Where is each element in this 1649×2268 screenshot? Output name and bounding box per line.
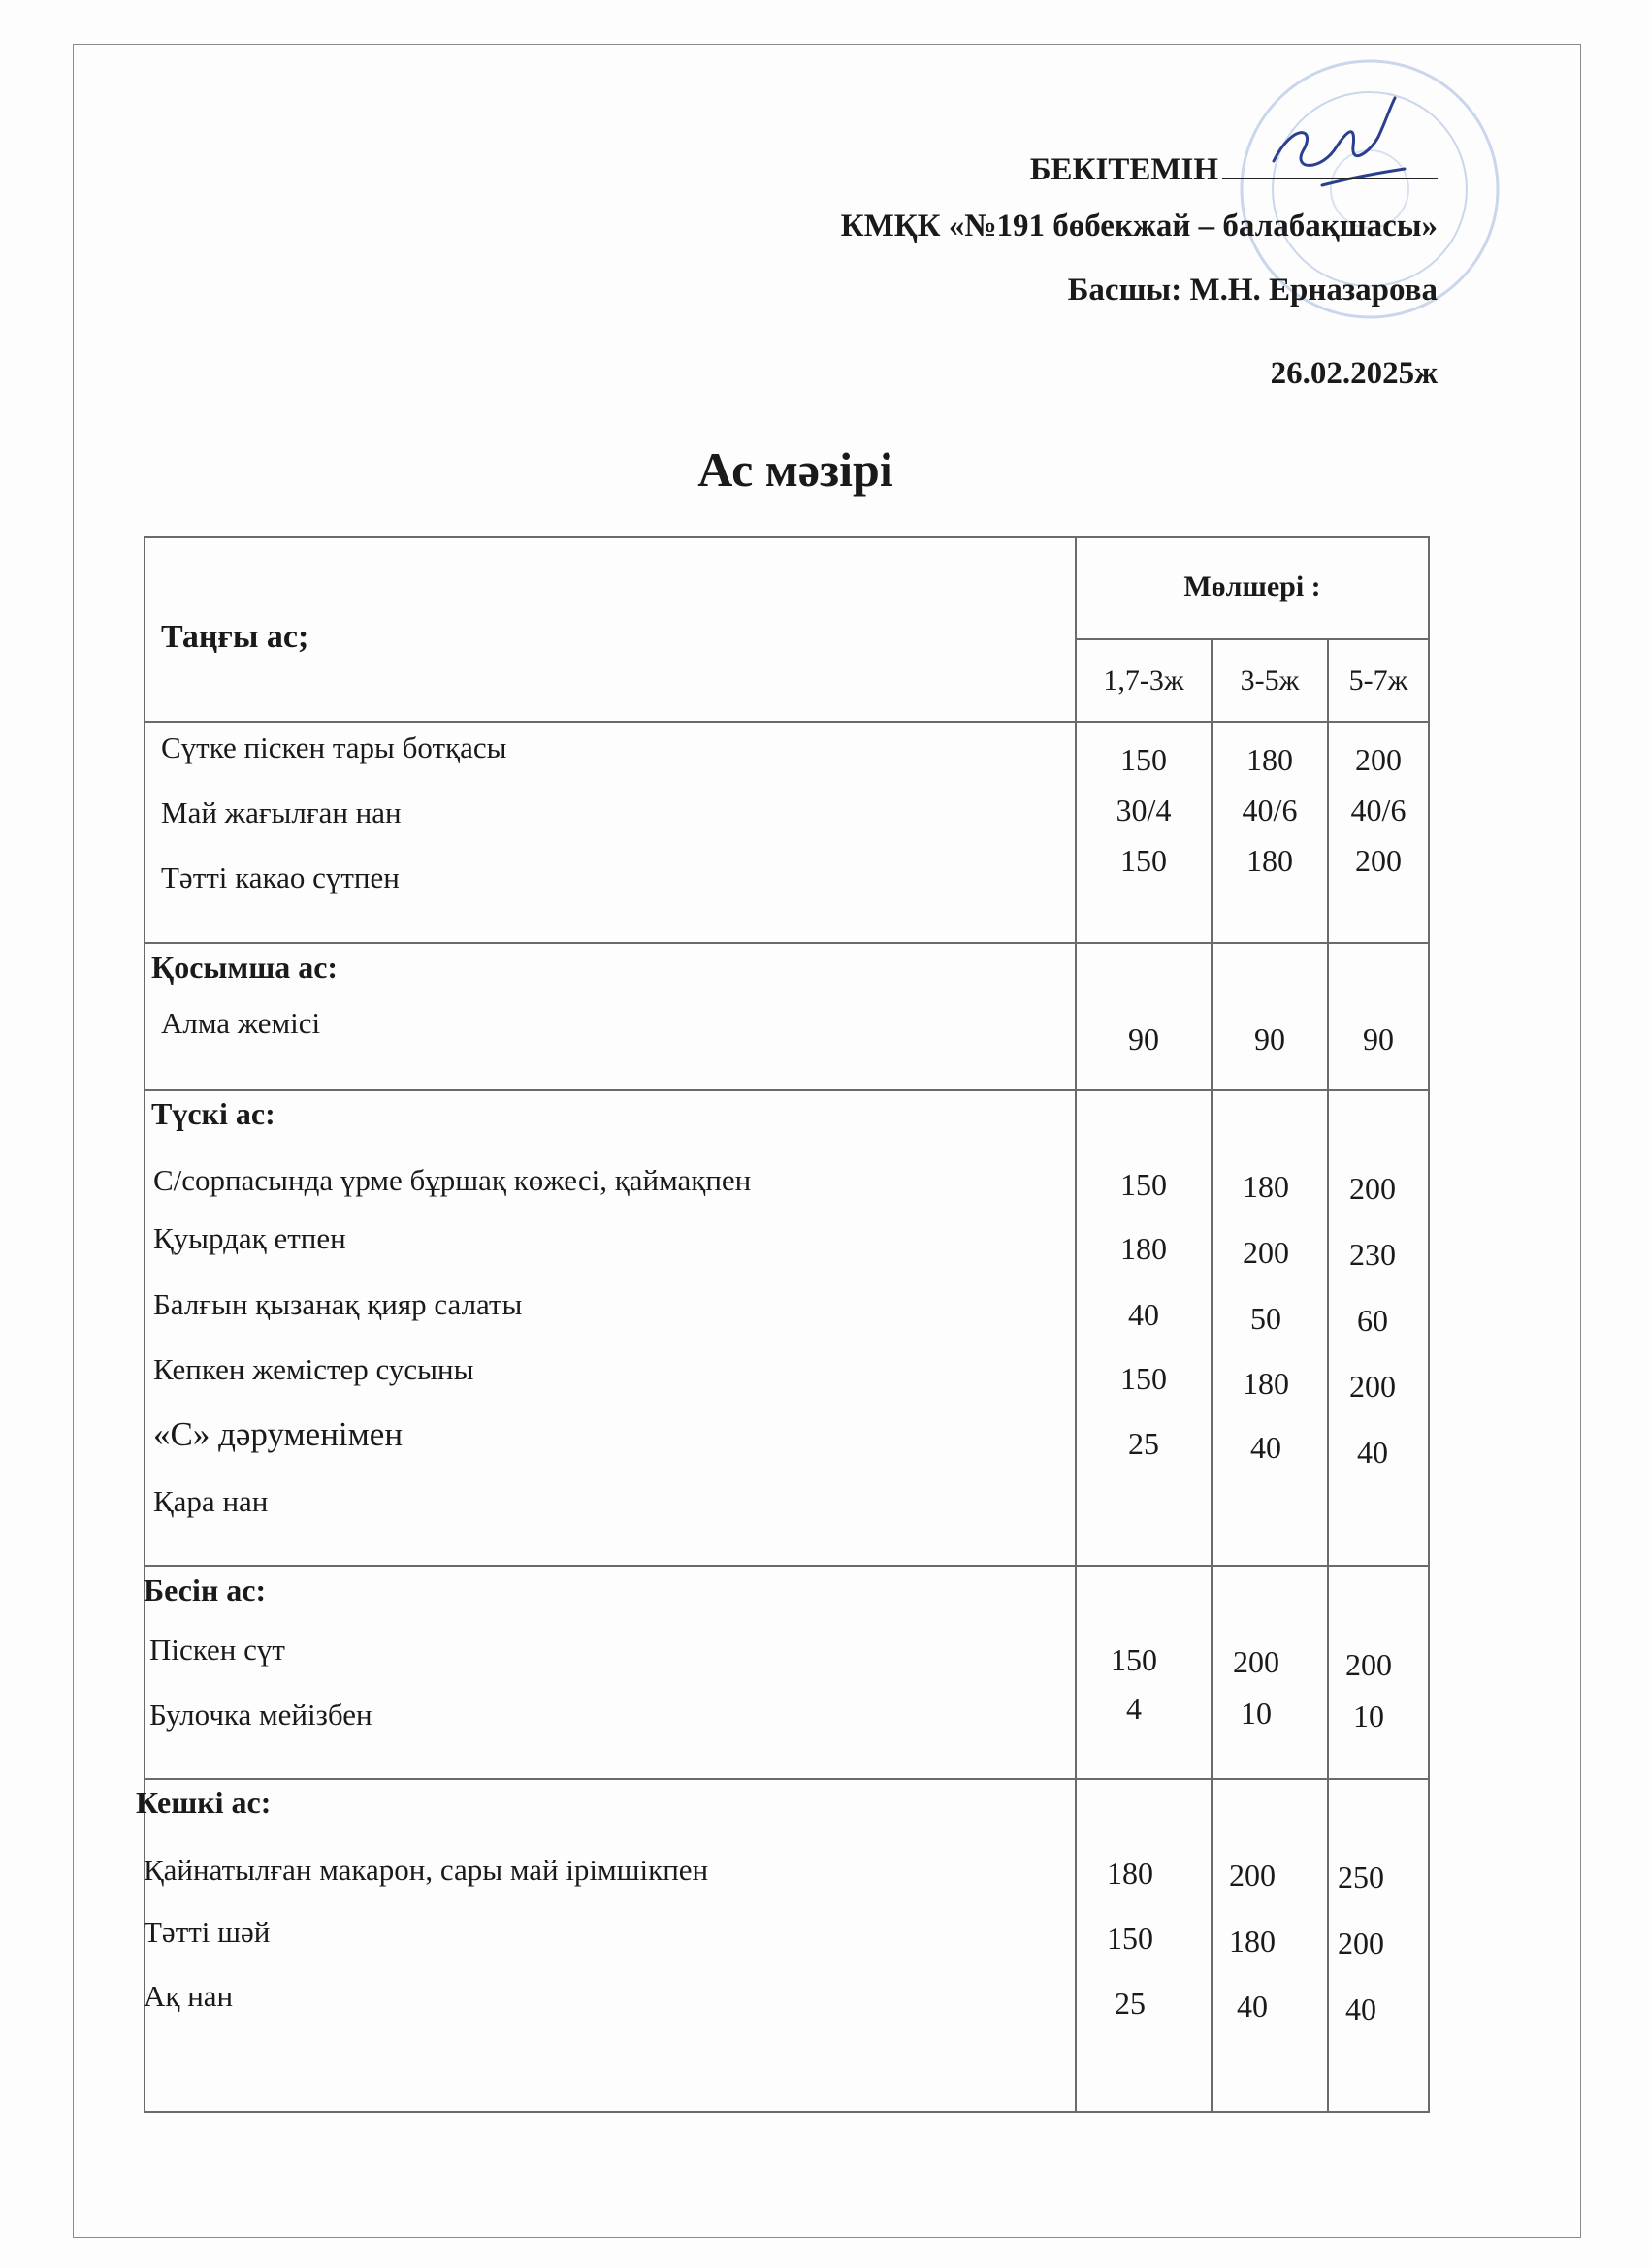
qty-cell: 30/4: [1116, 793, 1172, 827]
lunch-item: С/сорпасында үрме бұршақ көжесі, қаймақпен: [153, 1163, 752, 1197]
breakfast-item: Сүтке піскен тары ботқасы: [161, 730, 507, 764]
qty-cell: 40/6: [1350, 793, 1406, 827]
qty-cell: 40: [1357, 1435, 1388, 1470]
qty-cell: 25: [1115, 1986, 1146, 2021]
breakfast-item: Тәтті какао сүтпен: [161, 860, 400, 894]
qty-cell: 200: [1349, 1369, 1396, 1404]
qty-cell: 150: [1120, 1167, 1167, 1202]
qty-cell: 150: [1120, 1361, 1167, 1396]
lunch-item: Қара нан: [153, 1484, 269, 1518]
breakfast-header: Таңғы ас;: [161, 619, 309, 655]
dinner-item: Қайнатылған макарон, сары май ірімшікпен: [144, 1853, 709, 1887]
qty-cell: 180: [1243, 1169, 1289, 1204]
age-group-2: 3-5ж: [1240, 664, 1300, 697]
breakfast-item: Май жағылған нан: [161, 795, 402, 829]
qty-cell: 200: [1243, 1235, 1289, 1270]
approve-line: [1030, 150, 1438, 188]
approve-label: БЕКІТЕМІН: [1029, 152, 1218, 187]
dinner-header: Кешкі ас:: [136, 1785, 272, 1820]
organization-name: КМҚК «№191 бөбекжай – балабақшасы»: [840, 209, 1438, 243]
qty-cell: 230: [1349, 1237, 1396, 1272]
qty-cell: 40/6: [1242, 793, 1298, 827]
qty-cell: 4: [1126, 1691, 1142, 1726]
qty-cell: 25: [1128, 1426, 1159, 1461]
lunch-item: «С» дәруменімен: [153, 1415, 404, 1453]
qty-cell: 90: [1128, 1021, 1159, 1056]
qty-cell: 200: [1355, 843, 1402, 878]
qty-cell: 150: [1111, 1642, 1157, 1677]
qty-cell: 200: [1233, 1644, 1279, 1679]
qty-cell: 180: [1246, 742, 1293, 777]
qty-cell: 200: [1338, 1926, 1384, 1960]
qty-cell: 200: [1229, 1858, 1276, 1893]
qty-cell: 180: [1243, 1366, 1289, 1401]
head-name: Басшы: М.Н. Ерназарова: [1067, 273, 1438, 308]
qty-cell: 200: [1345, 1647, 1392, 1682]
dinner-item: Тәтті шәй: [144, 1915, 271, 1949]
approval-date: 26.02.2025ж: [1270, 356, 1438, 391]
lunch-item: Кепкен жемістер сусыны: [153, 1352, 474, 1386]
qty-cell: 90: [1363, 1021, 1394, 1056]
afternoon-item: Піскен сүт: [149, 1633, 285, 1667]
qty-cell: 40: [1345, 1992, 1376, 2026]
qty-cell: 180: [1229, 1924, 1276, 1959]
qty-cell: 250: [1338, 1860, 1384, 1895]
lunch-item: Балғын қызанақ қияр салаты: [153, 1287, 523, 1321]
qty-cell: 180: [1120, 1231, 1167, 1266]
afternoon-header: Бесін ас:: [144, 1572, 267, 1607]
menu-table: [136, 536, 1430, 2113]
age-group-1: 1,7-3ж: [1103, 664, 1184, 697]
lunch-header: Түскі ас:: [151, 1096, 275, 1131]
qty-cell: 60: [1357, 1303, 1388, 1338]
snack-header: Қосымша ас:: [151, 950, 339, 985]
dinner-item: Ақ нан: [144, 1979, 234, 2013]
page-title: Ас мәзірі: [697, 442, 893, 497]
qty-cell: 10: [1353, 1699, 1384, 1733]
qty-cell: 180: [1107, 1856, 1153, 1891]
age-group-3: 5-7ж: [1348, 664, 1408, 697]
qty-cell: 40: [1128, 1297, 1159, 1332]
qty-cell: 150: [1120, 742, 1167, 777]
afternoon-item: Булочка мейізбен: [149, 1698, 372, 1732]
qty-cell: 180: [1246, 843, 1293, 878]
qty-cell: 150: [1120, 843, 1167, 878]
lunch-item: Қуырдақ етпен: [153, 1221, 346, 1255]
qty-cell: 90: [1254, 1021, 1285, 1056]
qty-cell: 50: [1250, 1301, 1281, 1336]
amount-header: Мөлшері :: [1183, 570, 1321, 602]
qty-cell: 40: [1250, 1430, 1281, 1465]
qty-cell: 10: [1241, 1696, 1272, 1731]
qty-cell: 150: [1107, 1921, 1153, 1956]
qty-cell: 40: [1237, 1989, 1268, 2024]
qty-cell: 200: [1355, 742, 1402, 777]
signature-line: [1222, 150, 1438, 179]
snack-item: Алма жемісі: [161, 1006, 321, 1040]
qty-cell: 200: [1349, 1171, 1396, 1206]
